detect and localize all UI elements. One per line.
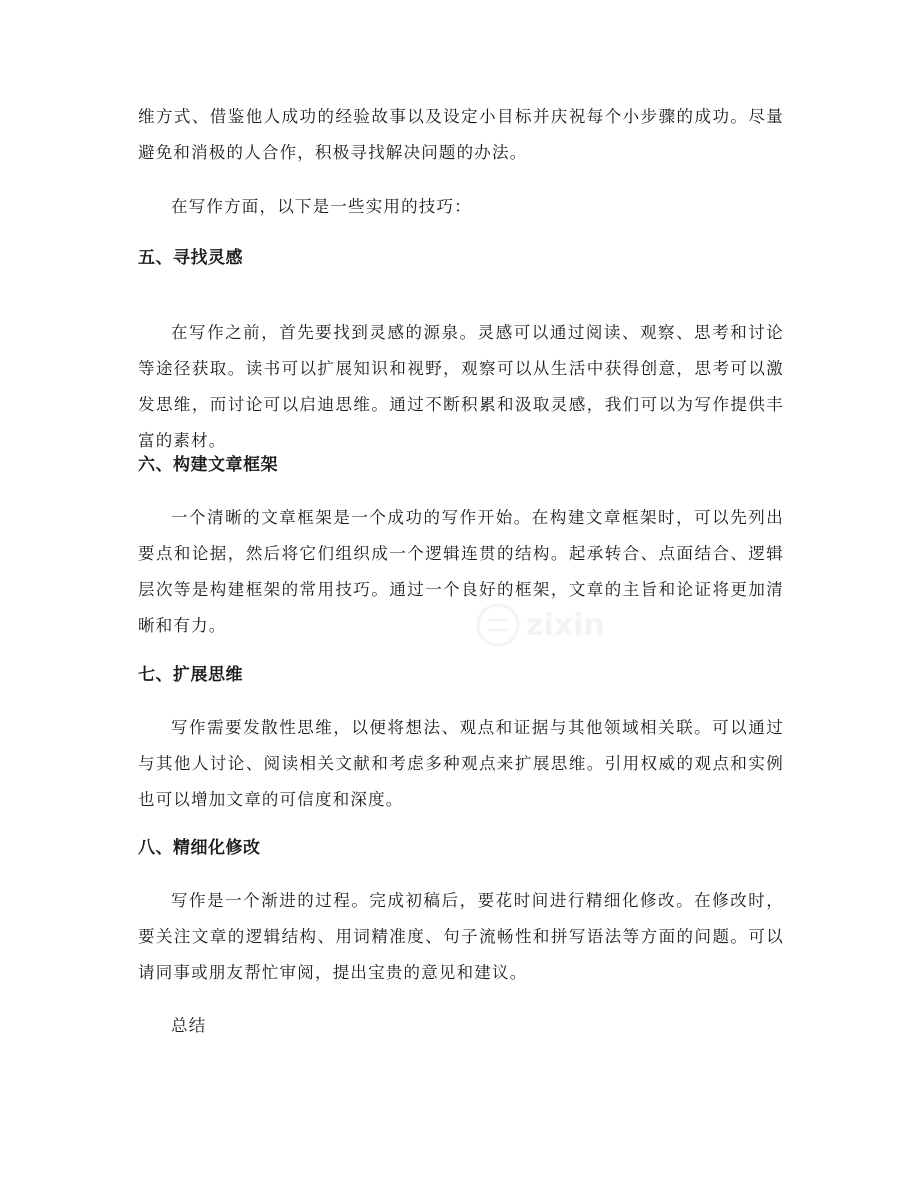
section-body-7: 写作需要发散性思维，以便将想法、观点和证据与其他领域相关联。可以通过与其他人讨论、阅读相关文献和考虑多种观点来扩展思维。引用权威的观点和实例也可以增加文章的可信度和深度。 [138,718,784,809]
intro-paragraph: 维方式、借鉴他人成功的经验故事以及设定小目标并庆祝每个小步骤的成功。尽量避免和消极的人合作，积极寻找解决问题的办法。 [138,107,784,162]
section-body-8: 写作是一个渐进的过程。完成初稿后，要花时间进行精细化修改。在修改时，要关注文章的逻辑结构、用词精准度、句子流畅性和拼写语法等方面的问题。可以请同事或朋友帮忙审阅，提出宝贵的意见和建议。 [138,891,784,982]
section-body-5: 在写作之前，首先要找到灵感的源泉。灵感可以通过阅读、观察、思考和讨论等途径获取。读书可以扩展知识和视野，观察可以从生活中获得创意，思考可以激发思维，而讨论可以启迪思维。通过不断积累和汲取灵感，我们可以为写作提供丰富的素材。 [138,323,784,450]
section-heading-5: 五、寻找灵感 [138,248,243,268]
section-heading-6: 六、构建文章框架 [138,455,278,475]
section-body-6: 一个清晰的文章框架是一个成功的写作开始。在构建文章框架时，可以先列出要点和论据，然后将它们组织成一个逻辑连贯的结构。起承转合、点面结合、逻辑层次等是构建框架的常用技巧。通过一个良好的框架，文章的主旨和论证将更加清晰和有力。 [138,508,784,635]
section-heading-8: 八、精细化修改 [138,838,261,858]
writing-intro-paragraph: 在写作方面，以下是一些实用的技巧： [171,197,472,216]
closing-label: 总结 [171,1016,207,1035]
svg-text:zixin: zixin [526,608,605,643]
section-heading-7: 七、扩展思维 [138,665,243,685]
